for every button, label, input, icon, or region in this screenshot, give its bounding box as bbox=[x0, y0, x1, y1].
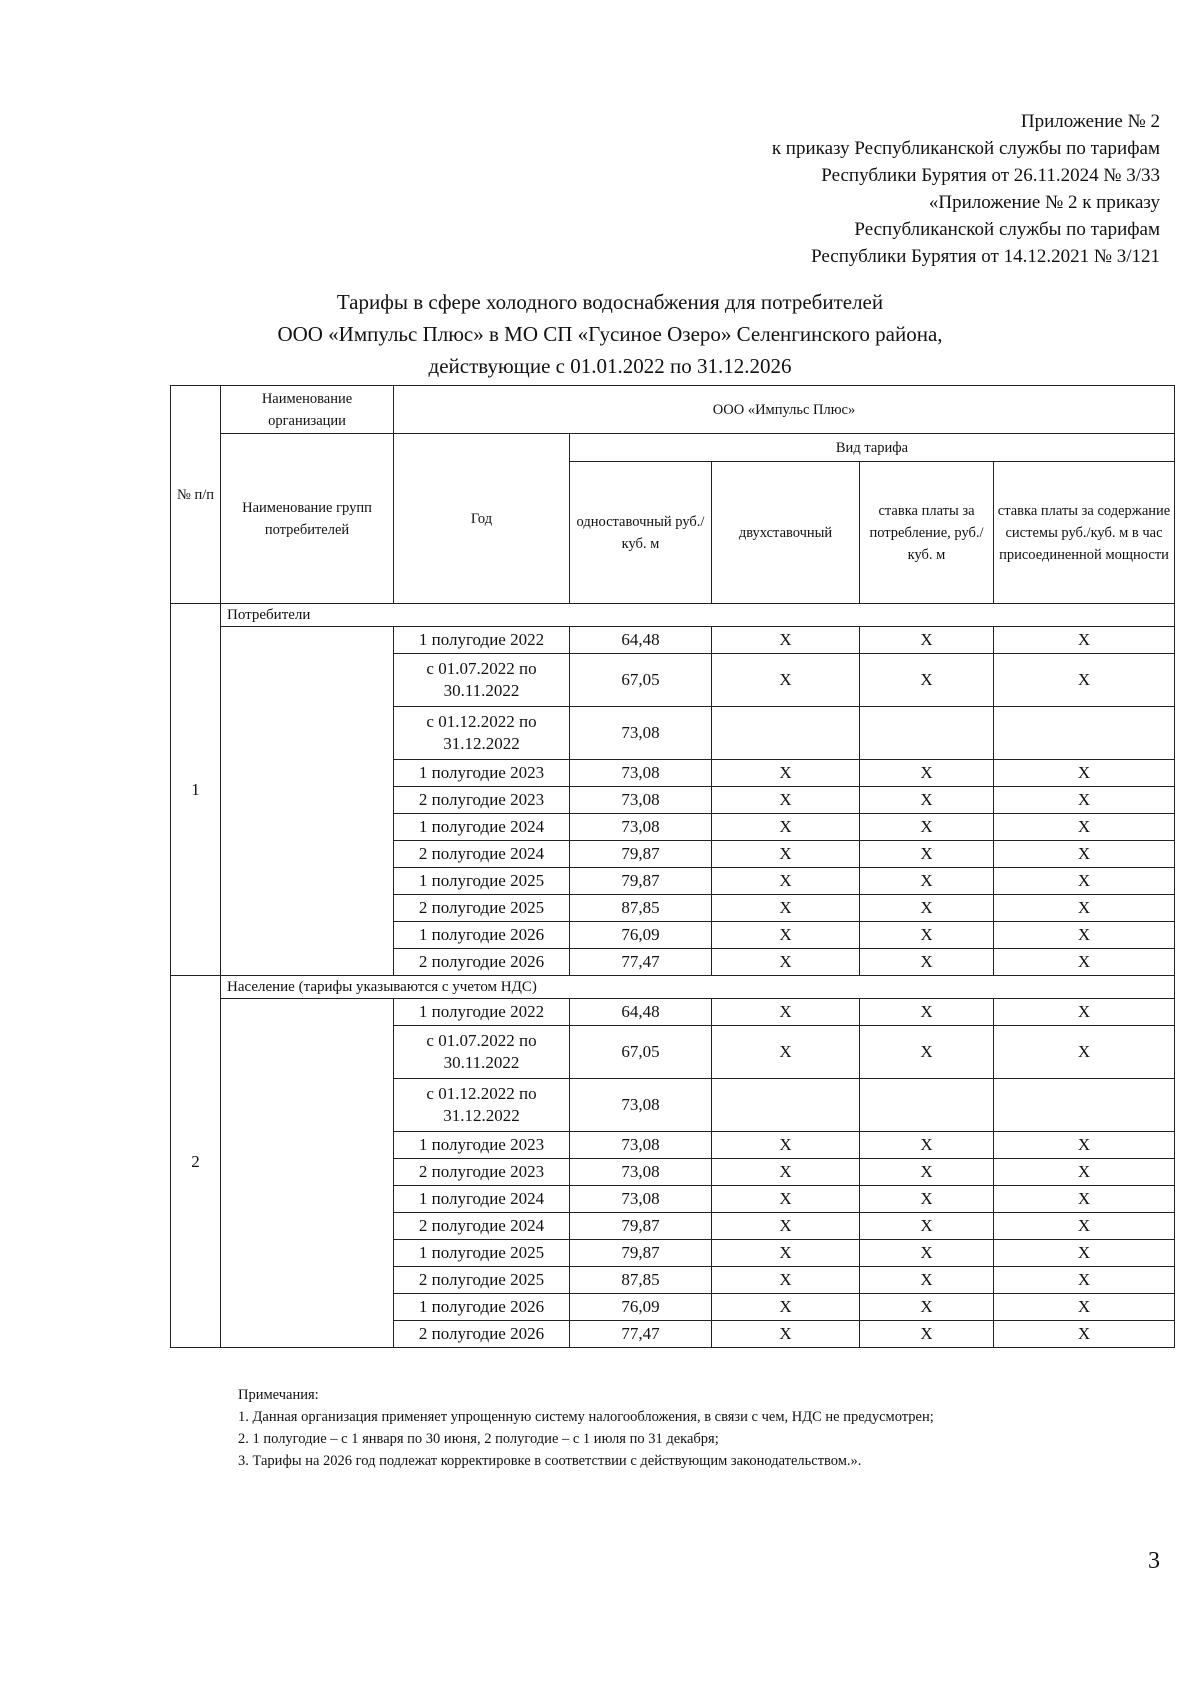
period-cell: 1 полугодие 2023 bbox=[394, 760, 570, 787]
single-rate-cell: 73,08 bbox=[570, 760, 712, 787]
double-rate-cell: Х bbox=[712, 1026, 860, 1079]
consumption-rate-cell bbox=[860, 707, 994, 760]
section-number: 2 bbox=[171, 976, 221, 1348]
header-line: Республиканской службы по тарифам bbox=[854, 219, 1160, 240]
consumption-rate-cell bbox=[860, 1079, 994, 1132]
maintenance-rate-cell: Х bbox=[994, 1213, 1175, 1240]
period-cell: 2 полугодие 2023 bbox=[394, 787, 570, 814]
maintenance-rate-cell: Х bbox=[994, 1132, 1175, 1159]
maintenance-rate-cell: Х bbox=[994, 1240, 1175, 1267]
maintenance-rate-cell: Х bbox=[994, 1294, 1175, 1321]
consumption-rate-cell: Х bbox=[860, 1213, 994, 1240]
document-title bbox=[170, 286, 1050, 382]
title-line: Тарифы в сфере холодного водоснабжения для потребителей bbox=[336, 290, 884, 314]
notes bbox=[238, 1384, 1158, 1472]
consumption-rate-cell: Х bbox=[860, 1026, 994, 1079]
single-rate-cell: 64,48 bbox=[570, 999, 712, 1026]
single-rate-cell: 64,48 bbox=[570, 627, 712, 654]
period-cell: 2 полугодие 2024 bbox=[394, 841, 570, 868]
consumption-rate-cell: Х bbox=[860, 814, 994, 841]
period-cell: 1 полугодие 2026 bbox=[394, 922, 570, 949]
double-rate-cell: Х bbox=[712, 1240, 860, 1267]
consumption-rate-cell: Х bbox=[860, 654, 994, 707]
double-rate-cell: Х bbox=[712, 999, 860, 1026]
maintenance-rate-cell: Х bbox=[994, 949, 1175, 976]
single-rate-cell: 73,08 bbox=[570, 1132, 712, 1159]
maintenance-rate-cell: Х bbox=[994, 760, 1175, 787]
double-rate-cell: Х bbox=[712, 868, 860, 895]
period-cell: 2 полугодие 2023 bbox=[394, 1159, 570, 1186]
double-rate-cell: Х bbox=[712, 760, 860, 787]
period-cell: 1 полугодие 2022 bbox=[394, 627, 570, 654]
maintenance-rate-cell: Х bbox=[994, 1159, 1175, 1186]
title-line: ООО «Импульс Плюс» в МО СП «Гусиное Озеро» Селенгинского района, bbox=[277, 322, 943, 346]
single-rate-cell: 73,08 bbox=[570, 1186, 712, 1213]
period-cell: с 01.12.2022 по 31.12.2022 bbox=[394, 707, 570, 760]
group-name: Потребители bbox=[221, 604, 1175, 627]
double-rate-cell: Х bbox=[712, 787, 860, 814]
table-row bbox=[171, 627, 1175, 654]
period-cell: 1 полугодие 2025 bbox=[394, 868, 570, 895]
maintenance-rate-cell: Х bbox=[994, 1026, 1175, 1079]
double-rate-cell: Х bbox=[712, 922, 860, 949]
double-rate-cell bbox=[712, 1079, 860, 1132]
note-item: 3. Тарифы на 2026 год подлежат корректировке в соответствии с действующим законодательством.». bbox=[238, 1453, 862, 1469]
single-rate-cell: 73,08 bbox=[570, 814, 712, 841]
double-rate-cell: Х bbox=[712, 1159, 860, 1186]
document-header bbox=[460, 108, 1160, 270]
header-org: Наименование организации bbox=[221, 386, 394, 434]
header-year: Год bbox=[394, 434, 570, 604]
maintenance-rate-cell: Х bbox=[994, 841, 1175, 868]
tariff-table bbox=[170, 385, 1175, 1348]
group-blank-cell bbox=[221, 627, 394, 976]
notes-heading: Примечания: bbox=[238, 1387, 319, 1403]
consumption-rate-cell: Х bbox=[860, 1321, 994, 1348]
period-cell: 1 полугодие 2025 bbox=[394, 1240, 570, 1267]
group-row bbox=[171, 976, 1175, 999]
group-row bbox=[171, 604, 1175, 627]
single-rate-cell: 77,47 bbox=[570, 1321, 712, 1348]
header-line: Республики Бурятия от 26.11.2024 № 3/33 bbox=[821, 165, 1160, 186]
double-rate-cell: Х bbox=[712, 627, 860, 654]
maintenance-rate-cell: Х bbox=[994, 787, 1175, 814]
single-rate-cell: 73,08 bbox=[570, 1159, 712, 1186]
consumption-rate-cell: Х bbox=[860, 868, 994, 895]
consumption-rate-cell: Х bbox=[860, 895, 994, 922]
double-rate-cell: Х bbox=[712, 895, 860, 922]
double-rate-cell: Х bbox=[712, 1132, 860, 1159]
consumption-rate-cell: Х bbox=[860, 1186, 994, 1213]
single-rate-cell: 87,85 bbox=[570, 1267, 712, 1294]
period-cell: 2 полугодие 2024 bbox=[394, 1213, 570, 1240]
single-rate-cell: 77,47 bbox=[570, 949, 712, 976]
double-rate-cell: Х bbox=[712, 654, 860, 707]
consumption-rate-cell: Х bbox=[860, 841, 994, 868]
header-line: к приказу Республиканской службы по тарифам bbox=[771, 138, 1160, 159]
header-line: «Приложение № 2 к приказу bbox=[928, 192, 1160, 213]
double-rate-cell bbox=[712, 707, 860, 760]
consumption-rate-cell: Х bbox=[860, 627, 994, 654]
maintenance-rate-cell: Х bbox=[994, 999, 1175, 1026]
header-line: Приложение № 2 bbox=[1020, 111, 1160, 132]
note-item: 1. Данная организация применяет упрощенную систему налогообложения, в связи с чем, НДС не предусмотрен; bbox=[238, 1409, 934, 1425]
org-name: ООО «Импульс Плюс» bbox=[394, 386, 1175, 434]
header-line: Республики Бурятия от 14.12.2021 № 3/121 bbox=[811, 246, 1160, 267]
period-cell: с 01.07.2022 по 30.11.2022 bbox=[394, 654, 570, 707]
double-rate-cell: Х bbox=[712, 1213, 860, 1240]
double-rate-cell: Х bbox=[712, 1186, 860, 1213]
header-single: одноставочный руб./ куб. м bbox=[570, 462, 712, 604]
header-maintenance: ставка платы за содержание системы руб./куб. м в час присоединенной мощности bbox=[994, 462, 1175, 604]
period-cell: с 01.12.2022 по 31.12.2022 bbox=[394, 1079, 570, 1132]
single-rate-cell: 73,08 bbox=[570, 787, 712, 814]
consumption-rate-cell: Х bbox=[860, 949, 994, 976]
maintenance-rate-cell: Х bbox=[994, 1321, 1175, 1348]
period-cell: 2 полугодие 2026 bbox=[394, 949, 570, 976]
single-rate-cell: 76,09 bbox=[570, 1294, 712, 1321]
note-item: 2. 1 полугодие – с 1 января по 30 июня, 2 полугодие – с 1 июля по 31 декабря; bbox=[238, 1431, 719, 1447]
period-cell: 2 полугодие 2026 bbox=[394, 1321, 570, 1348]
maintenance-rate-cell bbox=[994, 707, 1175, 760]
single-rate-cell: 67,05 bbox=[570, 654, 712, 707]
consumption-rate-cell: Х bbox=[860, 760, 994, 787]
header-num: № п/п bbox=[171, 386, 221, 604]
group-name: Население (тарифы указываются с учетом НДС) bbox=[221, 976, 1175, 999]
maintenance-rate-cell: Х bbox=[994, 868, 1175, 895]
double-rate-cell: Х bbox=[712, 1267, 860, 1294]
maintenance-rate-cell: Х bbox=[994, 922, 1175, 949]
header-double: двухставочный bbox=[712, 462, 860, 604]
section-number: 1 bbox=[171, 604, 221, 976]
header-consumption: ставка платы за потребление, руб./ куб. м bbox=[860, 462, 994, 604]
double-rate-cell: Х bbox=[712, 841, 860, 868]
consumption-rate-cell: Х bbox=[860, 787, 994, 814]
single-rate-cell: 79,87 bbox=[570, 841, 712, 868]
period-cell: 1 полугодие 2026 bbox=[394, 1294, 570, 1321]
consumption-rate-cell: Х bbox=[860, 1159, 994, 1186]
period-cell: с 01.07.2022 по 30.11.2022 bbox=[394, 1026, 570, 1079]
consumption-rate-cell: Х bbox=[860, 1267, 994, 1294]
consumption-rate-cell: Х bbox=[860, 999, 994, 1026]
maintenance-rate-cell: Х bbox=[994, 1267, 1175, 1294]
single-rate-cell: 73,08 bbox=[570, 1079, 712, 1132]
period-cell: 2 полугодие 2025 bbox=[394, 895, 570, 922]
table-row bbox=[171, 999, 1175, 1026]
maintenance-rate-cell bbox=[994, 1079, 1175, 1132]
page-number: 3 bbox=[1148, 1548, 1160, 1574]
single-rate-cell: 76,09 bbox=[570, 922, 712, 949]
double-rate-cell: Х bbox=[712, 1294, 860, 1321]
title-line: действующие с 01.01.2022 по 31.12.2026 bbox=[428, 354, 792, 378]
period-cell: 1 полугодие 2024 bbox=[394, 814, 570, 841]
maintenance-rate-cell: Х bbox=[994, 1186, 1175, 1213]
header-tariff-type: Вид тарифа bbox=[570, 434, 1175, 462]
single-rate-cell: 87,85 bbox=[570, 895, 712, 922]
double-rate-cell: Х bbox=[712, 1321, 860, 1348]
consumption-rate-cell: Х bbox=[860, 922, 994, 949]
double-rate-cell: Х bbox=[712, 814, 860, 841]
maintenance-rate-cell: Х bbox=[994, 814, 1175, 841]
header-groups: Наименование групп потребителей bbox=[221, 434, 394, 604]
single-rate-cell: 67,05 bbox=[570, 1026, 712, 1079]
maintenance-rate-cell: Х bbox=[994, 895, 1175, 922]
consumption-rate-cell: Х bbox=[860, 1132, 994, 1159]
consumption-rate-cell: Х bbox=[860, 1240, 994, 1267]
period-cell: 1 полугодие 2022 bbox=[394, 999, 570, 1026]
single-rate-cell: 79,87 bbox=[570, 1213, 712, 1240]
maintenance-rate-cell: Х bbox=[994, 654, 1175, 707]
single-rate-cell: 73,08 bbox=[570, 707, 712, 760]
single-rate-cell: 79,87 bbox=[570, 1240, 712, 1267]
maintenance-rate-cell: Х bbox=[994, 627, 1175, 654]
double-rate-cell: Х bbox=[712, 949, 860, 976]
period-cell: 1 полугодие 2023 bbox=[394, 1132, 570, 1159]
consumption-rate-cell: Х bbox=[860, 1294, 994, 1321]
period-cell: 1 полугодие 2024 bbox=[394, 1186, 570, 1213]
single-rate-cell: 79,87 bbox=[570, 868, 712, 895]
group-blank-cell bbox=[221, 999, 394, 1348]
period-cell: 2 полугодие 2025 bbox=[394, 1267, 570, 1294]
